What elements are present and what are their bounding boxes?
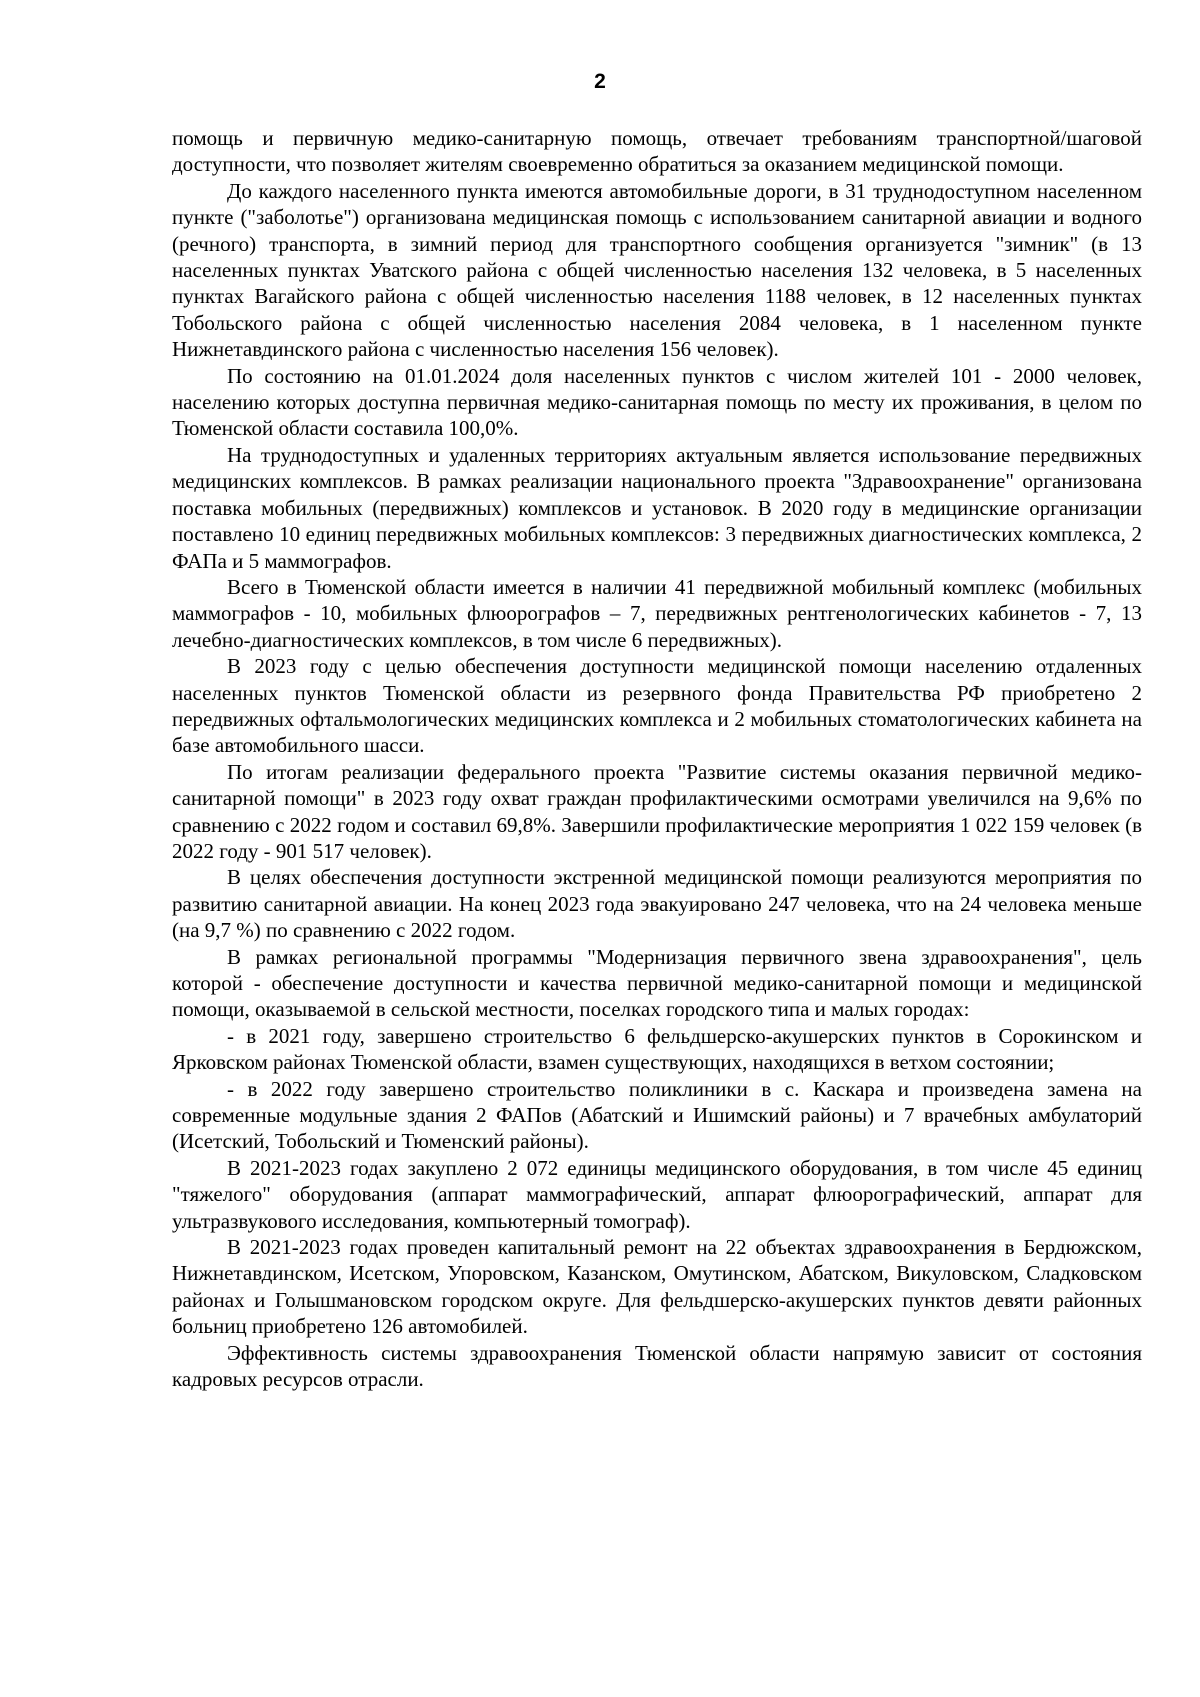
- paragraph-staffing: Эффективность системы здравоохранения Тюменской области напрямую зависит от состояния кадровых ресурсов отрасли.: [172, 1340, 1142, 1392]
- page-number: 2: [594, 70, 606, 93]
- paragraph-settlements-share: По состоянию на 01.01.2024 доля населенных пунктов с числом жителей 101 - 2000 человек, населению которых доступна первичная медико-санитарная помощь по месту их проживания, в целом по Тюменской области составила 100,0%.: [172, 363, 1142, 441]
- paragraph-roads: До каждого населенного пункта имеются автомобильные дороги, в 31 труднодоступном населенном пункте ("заболотье") организована медицинская помощь с использованием санитарной авиации и водного (речного) транспорта, в зимний период для транспортного сообщения организуется "зимник" (в 13 населенных пунктах Уватского района с общей численностью населения 132 человека, в 5 населенных пунктах Вагайского района с общей численностью населения 1188 человек, в 12 населенных пунктах Тобольского района с общей численностью населения 2084 человека, в 1 населенном пункте Нижнетавдинского района с численностью населения 156 человек).: [172, 178, 1142, 362]
- paragraph-sanitary-aviation: В целях обеспечения доступности экстренной медицинской помощи реализуются мероприятия по развитию санитарной авиации. На конец 2023 года эвакуировано 247 человека, что на 24 человека меньше (на 9,7 %) по сравнению с 2022 годом.: [172, 865, 1142, 943]
- paragraph-repairs: В 2021-2023 годах проведен капитальный ремонт на 22 объектах здравоохранения в Бердюжском, Нижнетавдинском, Исетском, Упоровском, Казанском, Омутинском, Абатском, Викуловском, Сладковском районах и Голышмановском городском округе. Для фельдшерско-акушерских пунктов девяти районных больниц приобретено 126 автомобилей.: [172, 1235, 1142, 1339]
- paragraph-equipment: В 2021-2023 годах закуплено 2 072 единицы медицинского оборудования, в том числе 45 единиц "тяжелого" оборудования (аппарат маммографический, аппарат флюорографический, аппарат для ультразвукового исследования, компьютерный томограф).: [172, 1155, 1142, 1233]
- document-body: [172, 125, 1142, 1393]
- paragraph-federal-project: По итогам реализации федерального проекта "Развитие системы оказания первичной медико-санитарной помощи" в 2023 году охват граждан профилактическими осмотрами увеличился на 9,6% по сравнению с 2022 годом и составил 69,8%. Завершили профилактические мероприятия 1 022 159 человек (в 2022 году - 901 517 человек).: [172, 759, 1142, 863]
- paragraph-2023-acquisition: В 2023 году с целью обеспечения доступности медицинской помощи населению отдаленных населенных пунктов Тюменской области из резервного фонда Правительства РФ приобретено 2 передвижных офтальмологических медицинских комплекса и 2 мобильных стоматологических кабинета на базе автомобильного шасси.: [172, 654, 1142, 758]
- paragraph-list-item-2022: - в 2022 году завершено строительство поликлиники в с. Каскара и произведена замена на современные модульные здания 2 ФАПов (Абатский и Ишимский районы) и 7 врачебных амбулаторий (Исетский, Тобольский и Тюменский районы).: [172, 1076, 1142, 1154]
- paragraph-mobile-complexes: На труднодоступных и удаленных территориях актуальным является использование передвижных медицинских комплексов. В рамках реализации национального проекта "Здравоохранение" организована поставка мобильных (передвижных) комплексов и установок. В 2020 году в медицинские организации поставлено 10 единиц передвижных мобильных комплексов: 3 передвижных диагностических комплекса, 2 ФАПа и 5 маммографов.: [172, 442, 1142, 573]
- paragraph-regional-program: В рамках региональной программы "Модернизация первичного звена здравоохранения", цель которой - обеспечение доступности и качества первичной медико-санитарной помощи и медицинской помощи, оказываемой в сельской местности, поселках городского типа и малых городах:: [172, 944, 1142, 1022]
- paragraph-mobile-total: Всего в Тюменской области имеется в наличии 41 передвижной мобильный комплекс (мобильных маммографов - 10, мобильных флюорографов – 7, передвижных рентгенологических кабинетов - 7, 13 лечебно-диагностических комплексов, в том числе 6 передвижных).: [172, 574, 1142, 652]
- paragraph-continuation: помощь и первичную медико-санитарную помощь, отвечает требованиям транспортной/шаговой доступности, что позволяет жителям своевременно обратиться за оказанием медицинской помощи.: [172, 126, 1142, 177]
- paragraph-list-item-2021: - в 2021 году, завершено строительство 6 фельдшерско-акушерских пунктов в Сорокинском и Ярковском районах Тюменской области, взамен существующих, находящихся в ветхом состоянии;: [172, 1023, 1142, 1075]
